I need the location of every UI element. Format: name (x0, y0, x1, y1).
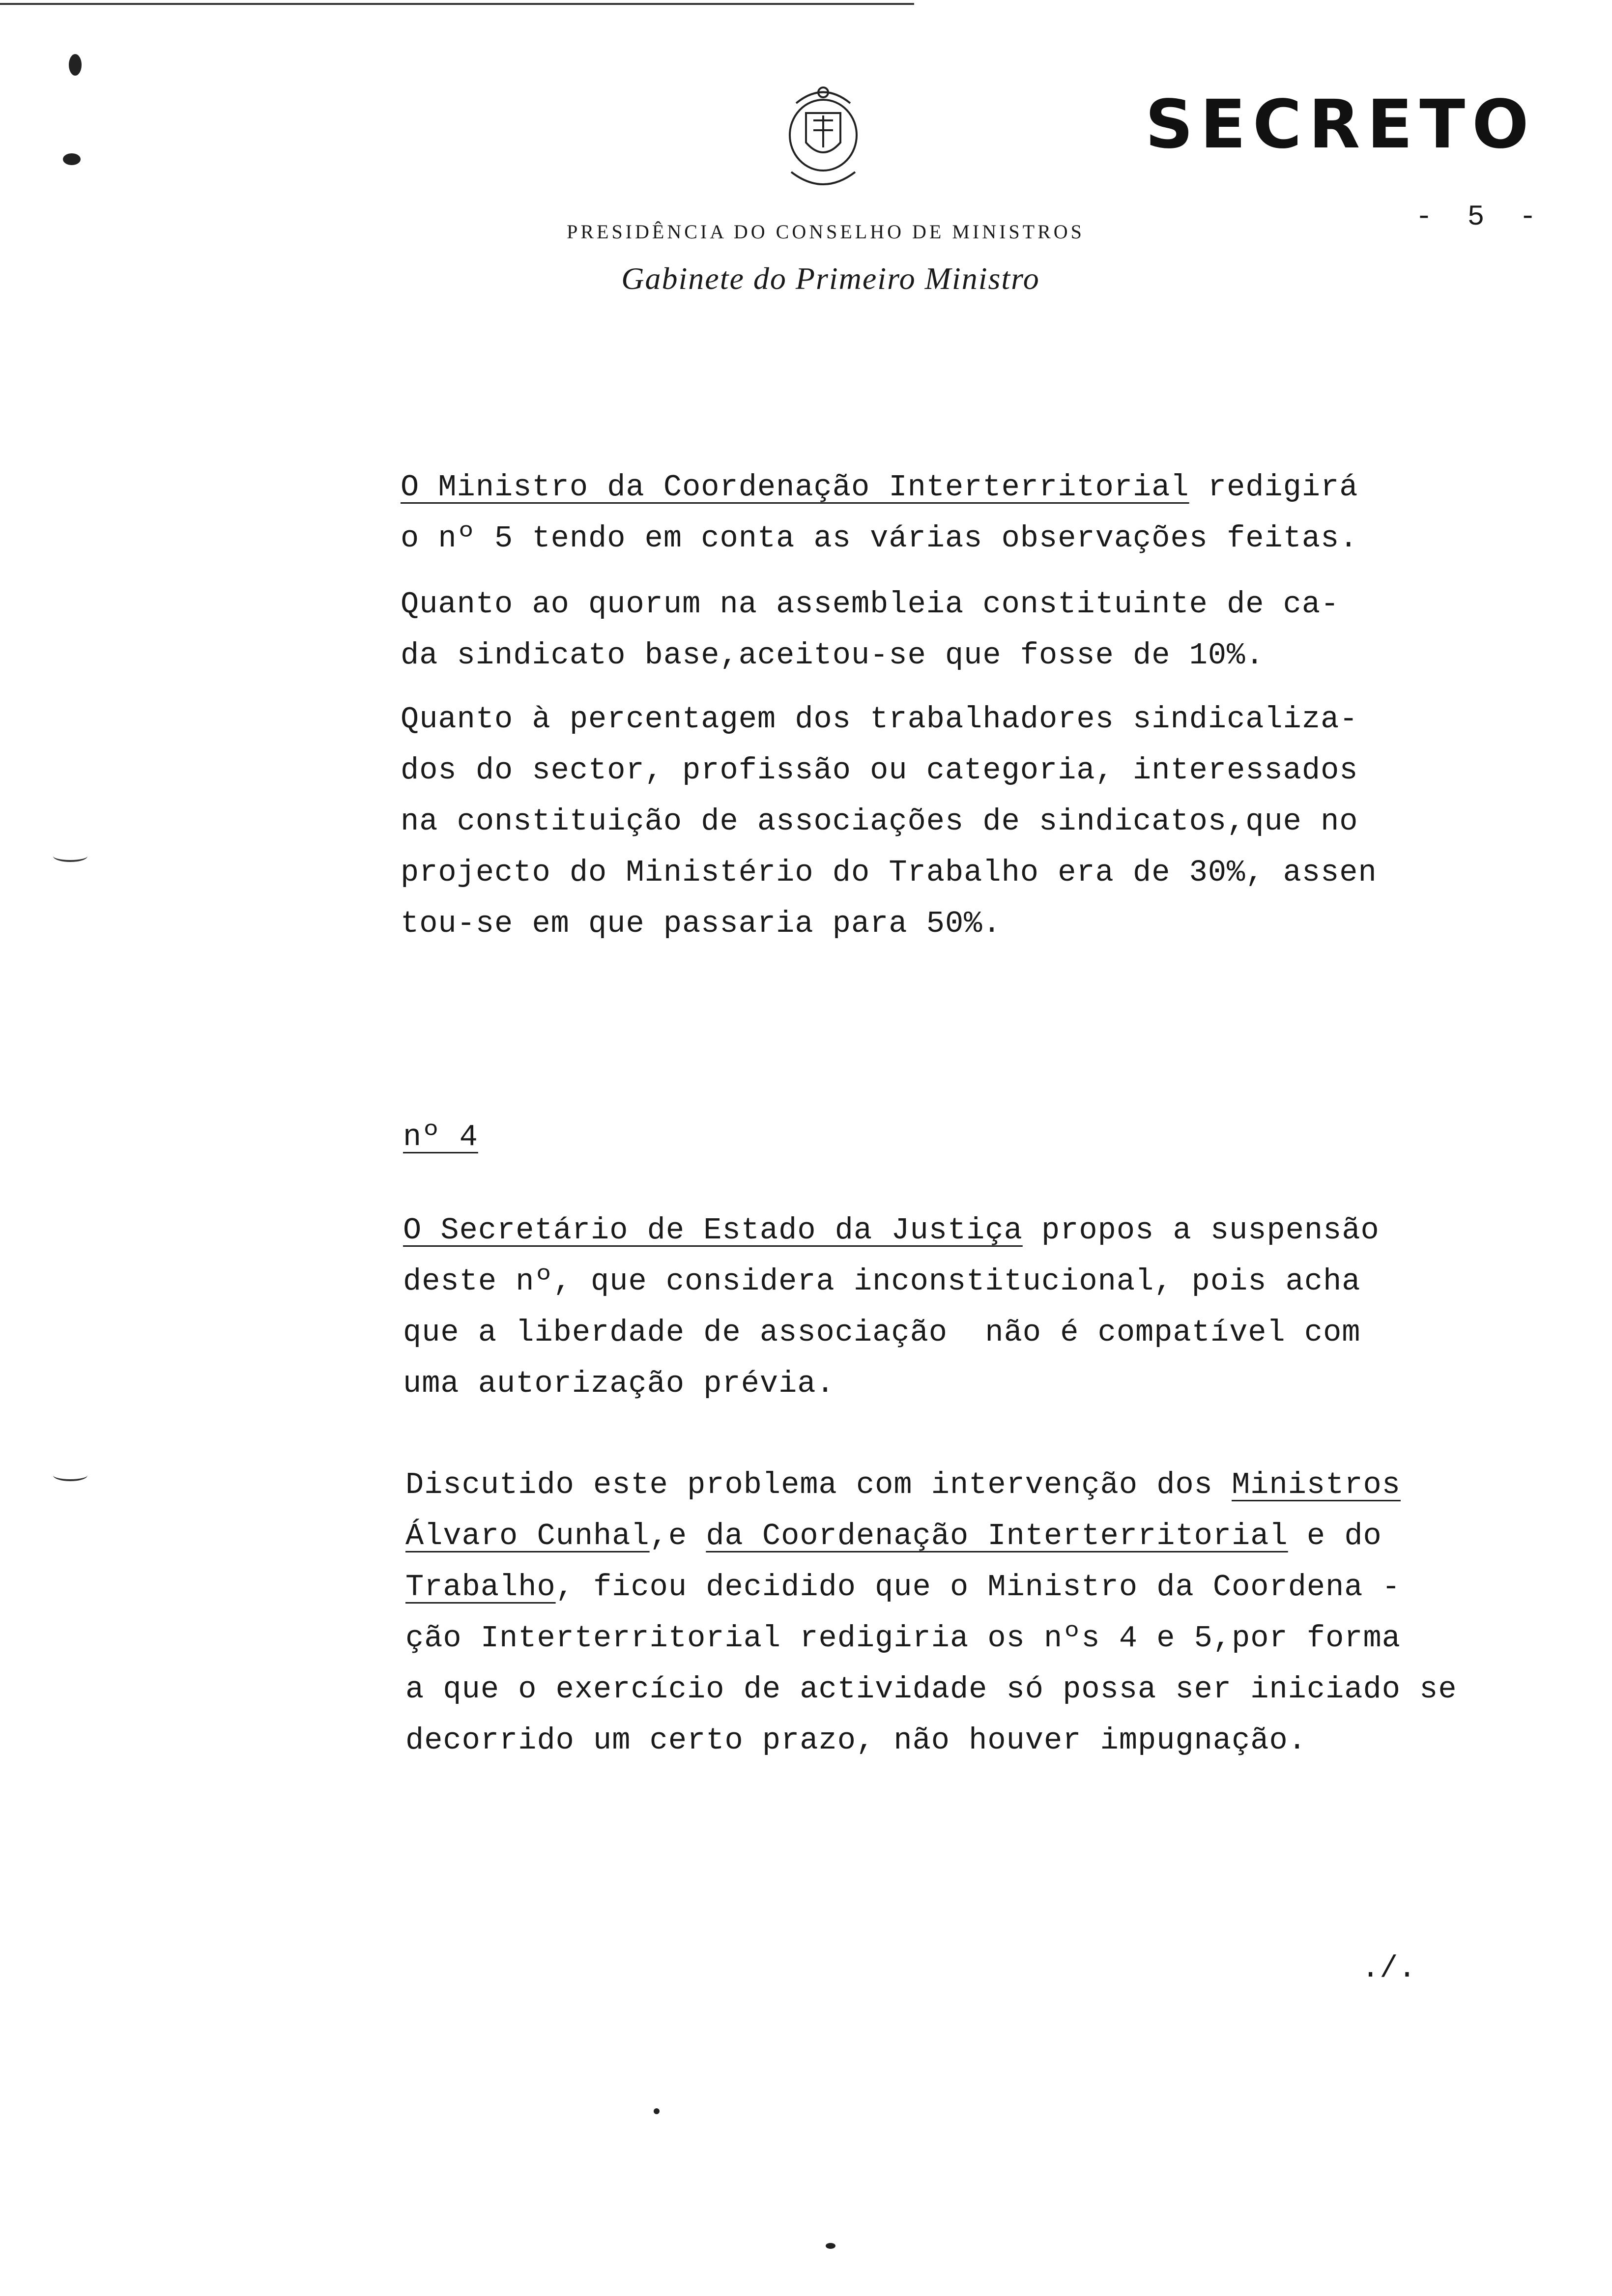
text-line: ção Interterritorial redigiria os nºs 4 e 5,por forma (405, 1621, 1401, 1656)
text-run: redigirá (1189, 470, 1358, 505)
page-number: - 5 - (1415, 201, 1546, 233)
text-line: decorrido um certo prazo, não houver impugnação. (405, 1723, 1307, 1758)
paragraph-2 (401, 579, 1339, 681)
classification-stamp: SECRETO (1145, 86, 1536, 164)
institution-heading: PRESIDÊNCIA DO CONSELHO DE MINISTROS (567, 221, 1085, 243)
text-run: e do (1288, 1519, 1382, 1553)
section-heading-text: nº 4 (403, 1119, 478, 1154)
text-run: , ficou decidido que o Ministro da Coordena - (555, 1570, 1401, 1605)
section-heading (403, 1112, 478, 1163)
text-line: Quanto à percentagem dos trabalhadores sindicaliza- (401, 702, 1358, 737)
text-run: Discutido este problema com intervenção dos (405, 1467, 1232, 1502)
text-line: Quanto ao quorum na assembleia constituinte de ca- (401, 587, 1340, 622)
text-line: o nº 5 tendo em conta as várias observações feitas. (401, 521, 1358, 556)
paragraph-5 (403, 1205, 1380, 1409)
text-run: propos a suspensão (1022, 1213, 1380, 1248)
office-subheading: Gabinete do Primeiro Ministro (621, 261, 1040, 296)
text-run: ,e (649, 1519, 706, 1553)
text-line: na constituição de associações de sindicatos,que no (401, 804, 1358, 839)
top-edge-rule (0, 3, 914, 5)
underlined-ministros: Ministros (1232, 1467, 1401, 1502)
text-line: que a liberdade de associação não é compatível com (403, 1315, 1361, 1350)
paragraph-3 (401, 694, 1377, 949)
binding-mark (53, 1469, 87, 1481)
underlined-subject: O Ministro da Coordenação Interterritorial (401, 470, 1189, 505)
paragraph-1 (401, 462, 1358, 564)
binding-mark (53, 850, 87, 862)
scan-speck (826, 2243, 835, 2249)
underlined-alvaro-cunhal: Álvaro Cunhal (405, 1519, 650, 1553)
continuation-mark: ./. (1361, 1951, 1416, 1986)
text-line: projecto do Ministério do Trabalho era de 30%, assen (401, 855, 1377, 890)
text-line: da sindicato base,aceitou-se que fosse de 10%. (401, 638, 1265, 673)
text-line: dos do sector, profissão ou categoria, interessados (401, 753, 1358, 788)
underlined-trabalho: Trabalho (405, 1570, 556, 1605)
coat-of-arms-emblem (767, 84, 880, 201)
scan-speck (69, 54, 82, 76)
text-line: deste nº, que considera inconstitucional, pois acha (403, 1264, 1361, 1299)
underlined-coordenacao: da Coordenação Interterritorial (706, 1519, 1288, 1553)
scan-speck (654, 2108, 660, 2114)
scan-speck (63, 153, 81, 165)
text-line: uma autorização prévia. (403, 1366, 835, 1401)
underlined-subject: O Secretário de Estado da Justiça (403, 1213, 1023, 1248)
text-line: tou-se em que passaria para 50%. (401, 906, 1002, 941)
text-line: a que o exercício de actividade só possa ser iniciado se (405, 1672, 1457, 1707)
paragraph-6 (405, 1460, 1457, 1766)
